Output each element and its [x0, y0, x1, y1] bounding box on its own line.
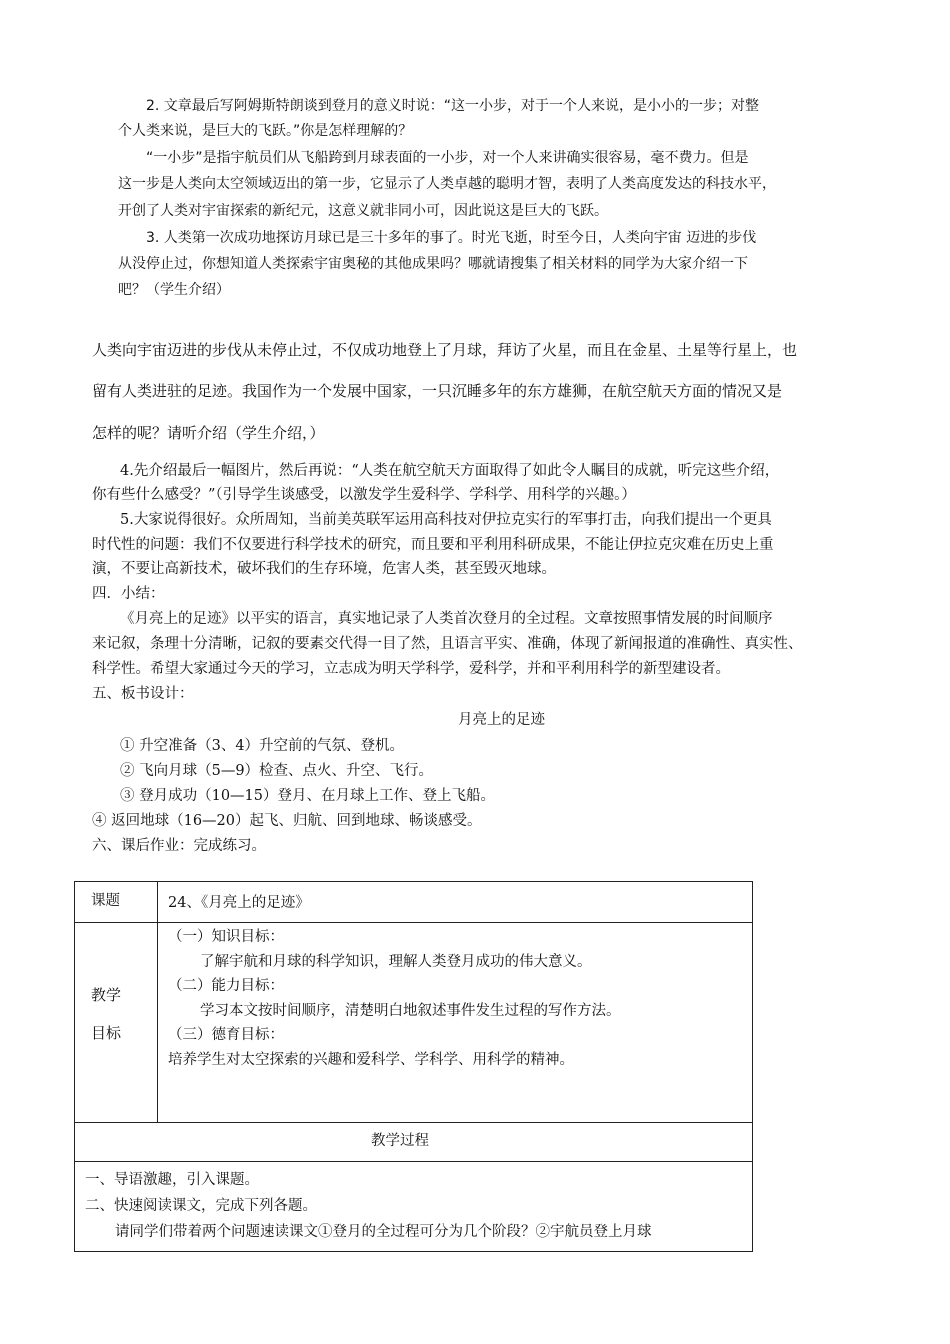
summary-line-3: 科学性。希望大家通过今天的学习，立志成为明天学科学，爱科学，并和平利用科学的新型建设者。 [92, 661, 730, 677]
heading-homework: 六、课后作业：完成练习。 [92, 838, 266, 854]
question-3-line-1: 3. 人类第一次成功地探访月球已是三十多年的事了。时光飞逝，时至今日，人类向宇宙 迈进的步伐 [146, 230, 757, 246]
heading-board-design: 五、板书设计： [92, 686, 194, 702]
process-title-row [75, 1123, 753, 1162]
answer-line-1: “一小步”是指宇航员们从飞船跨到月球表面的一小步，对一个人来讲确实很容易，毫不费力。但是 [146, 150, 749, 166]
goals-label-cell [75, 923, 158, 1123]
process-step-2: 二、快速阅读课文，完成下列各题。 [85, 1198, 317, 1214]
topic-value-cell [158, 882, 753, 923]
answer-line-3: 开创了人类对宇宙探索的新纪元，这意义就非同小可，因此说这是巨大的飞跃。 [118, 203, 608, 219]
goals-content-cell [158, 923, 753, 1123]
process-title: 教学过程 [371, 1133, 429, 1149]
question-2-line-1: 2. 文章最后写阿姆斯特朗谈到登月的意义时说：“这一小步，对于一个人来说，是小小的一步；对整 [146, 98, 760, 114]
question-3-line-2: 从没停止过，你想知道人类探索宇宙奥秘的其他成果吗？哪就请搜集了相关材料的同学为大家介绍一下 [118, 256, 748, 272]
question-2-line-2: 个人类来说，是巨大的飞跃。”你是怎样理解的？ [118, 123, 413, 139]
topic-label: 课题 [91, 893, 120, 909]
goal-knowledge-text: 了解宇航和月球的科学知识，理解人类登月成功的伟大意义。 [200, 954, 592, 970]
para-4-line-1: 4.先介绍最后一幅图片，然后再说：“人类在航空航天方面取得了如此令人瞩目的成就，听完这些介绍， [120, 463, 780, 479]
board-item-1: ① 升空准备（3、4）升空前的气氛、登机。 [120, 738, 405, 754]
board-item-4: ④ 返回地球（16—20）起飞、归航、回到地球、畅谈感受。 [92, 813, 482, 829]
para-5-line-2: 时代性的问题：我们不仅要进行科学技术的研究，而且要和平利用科研成果，不能让伊拉克灾难在历史上重 [92, 537, 774, 553]
intro-line-3: 怎样的呢？请听介绍（学生介绍，） [92, 424, 325, 442]
intro-line-1: 人类向宇宙迈进的步伐从未停止过，不仅成功地登上了月球，拜访了火星，而且在金星、土星等行星上，也 [92, 341, 798, 359]
process-content-row [75, 1162, 753, 1252]
goal-moral-heading: （三）德育目标： [168, 1027, 284, 1043]
goal-ability-heading: （二）能力目标： [168, 978, 284, 994]
process-step-1: 一、导语激趣，引入课题。 [85, 1172, 259, 1188]
answer-line-2: 这一步是人类向太空领域迈出的第一步，它显示了人类卓越的聪明才智，表明了人类高度发达的科技水平， [118, 176, 776, 192]
intro-line-2: 留有人类进驻的足迹。我国作为一个发展中国家，一只沉睡多年的东方雄狮，在航空航天方面的情况又是 [92, 382, 783, 400]
para-5-line-1: 5.大家说得很好。众所周知，当前美英联军运用高科技对伊拉克实行的军事打击，向我们提出一个更具 [120, 512, 772, 528]
summary-line-1: 《月亮上的足迹》以平实的语言，真实地记录了人类首次登月的全过程。文章按照事情发展的时间顺序 [120, 611, 773, 627]
goals-label-line-2: 目标 [91, 1024, 122, 1042]
board-item-2: ② 飞向月球（5—9）检查、点火、升空、飞行。 [120, 763, 434, 779]
goal-ability-text: 学习本文按时间顺序，清楚明白地叙述事件发生过程的写作方法。 [200, 1003, 621, 1019]
summary-line-2: 来记叙，条理十分清晰，记叙的要素交代得一目了然，且语言平实、准确，体现了新闻报道的准确性、真实性、 [92, 636, 803, 652]
goals-row [75, 923, 753, 1123]
goal-moral-text: 培养学生对太空探索的兴趣和爱科学、学科学、用科学的精神。 [168, 1052, 574, 1068]
topic-row [75, 882, 753, 923]
board-item-3: ③ 登月成功（10—15）登月、在月球上工作、登上飞船。 [120, 788, 496, 804]
board-title: 月亮上的足迹 [458, 712, 545, 728]
lesson-plan-table [74, 881, 753, 1252]
process-content-cell [75, 1162, 753, 1252]
question-3-line-3: 吧？（学生介绍） [118, 282, 230, 298]
process-step-2-detail: 请同学们带着两个问题速读课文①登月的全过程可分为几个阶段？②宇航员登上月球 [115, 1224, 652, 1240]
topic-label-cell [75, 882, 158, 923]
process-title-cell [75, 1123, 753, 1162]
goal-knowledge-heading: （一）知识目标： [168, 929, 284, 945]
para-5-line-3: 演，不要让高新技术，破坏我们的生存环境，危害人类，甚至毁灭地球。 [92, 561, 556, 577]
goals-label-line-1: 教学 [91, 986, 122, 1004]
heading-summary: 四．小结： [92, 586, 165, 602]
para-4-line-2: 你有些什么感受？”（引导学生谈感受，以激发学生爱科学、学科学、用科学的兴趣。） [92, 487, 636, 503]
topic-value: 24、《月亮上的足迹》 [168, 895, 310, 911]
